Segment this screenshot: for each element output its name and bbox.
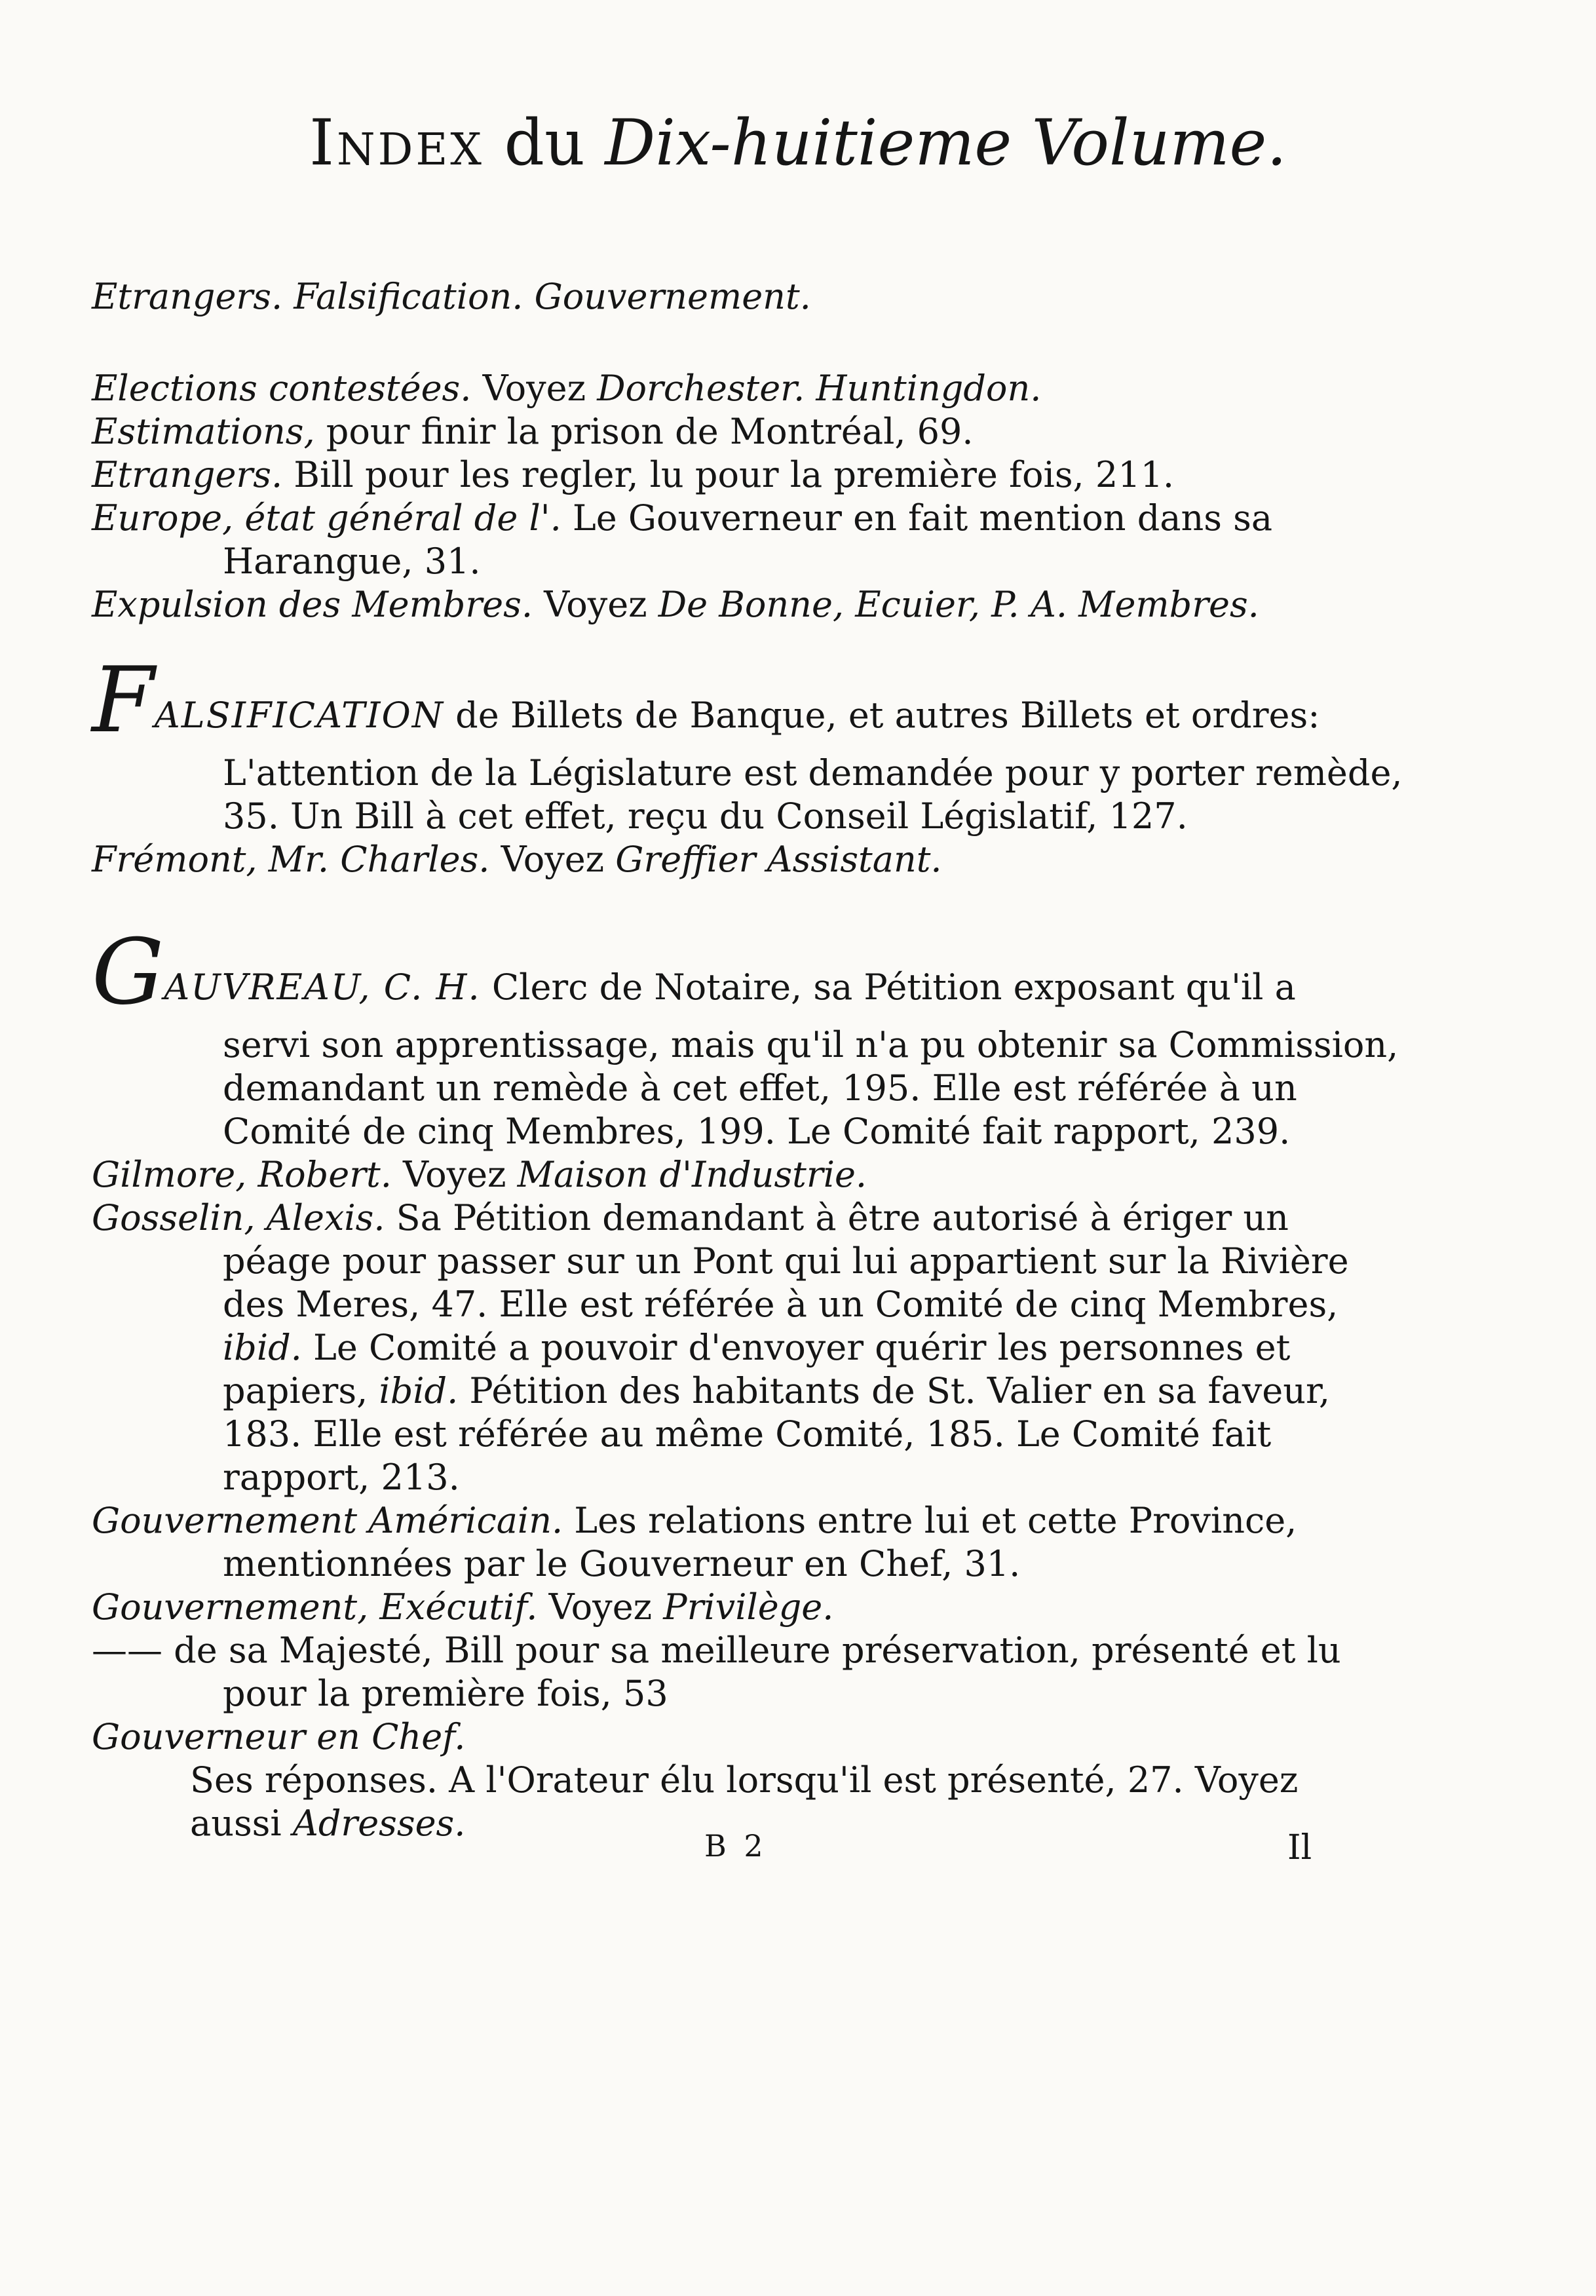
entry-gauvreau: GAUVREAU, C. H. Clerc de Notaire, sa Pétition exposant qu'il a <box>92 919 1296 1025</box>
entry-fremont: Frémont, Mr. Charles. Voyez Greffier Assistant. <box>92 839 942 880</box>
entry-majeste: —— de sa Majesté, Bill pour sa meilleure préservation, présenté et lu <box>92 1630 1341 1671</box>
running-head <box>92 275 1350 318</box>
entry-falsification: FALSIFICATION de Billets de Banque, et autres Billets et ordres: <box>92 647 1320 753</box>
page-title <box>0 106 1596 180</box>
majeste-cont: pour la première fois, 53 <box>223 1673 668 1714</box>
entry-gilmore: Gilmore, Robert. Voyez Maison d'Industrie. <box>92 1154 867 1195</box>
gouvernement-americain-cont: mentionnées par le Gouverneur en Chef, 31. <box>223 1543 1021 1584</box>
section-e <box>92 367 1350 626</box>
gosselin-line-3: ibid. Le Comité a pouvoir d'envoyer quérir les personnes et <box>223 1327 1291 1368</box>
entry-europe-cont: Harangue, 31. <box>223 541 481 582</box>
gauvreau-line-2: demandant un remède à cet effet, 195. Elle est référée à un <box>223 1067 1297 1109</box>
falsification-line-2: 35. Un Bill à cet effet, reçu du Conseil Législatif, 127. <box>223 795 1188 837</box>
section-f <box>92 647 1403 881</box>
entry-estimations: Estimations, pour finir la prison de Montréal, 69. <box>92 411 974 452</box>
gauvreau-line-3: Comité de cinq Membres, 199. Le Comité fait rapport, 239. <box>223 1111 1291 1152</box>
entry-gosselin: Gosselin, Alexis. Sa Pétition demandant à être autorisé à ériger un <box>92 1197 1289 1238</box>
gosselin-line-6: rapport, 213. <box>223 1457 460 1498</box>
entry-expulsion: Expulsion des Membres. Voyez De Bonne, Ecuier, P. A. Membres. <box>92 584 1259 625</box>
entry-gouverneur-en-chef: Gouverneur en Chef. <box>92 1716 466 1757</box>
gouverneur-aussi: aussi Adresses. <box>190 1803 466 1844</box>
gosselin-line-5: 183. Elle est référée au même Comité, 185. Le Comité fait <box>223 1413 1272 1455</box>
title-index: Index <box>309 106 484 180</box>
gosselin-line-1: péage pour passer sur un Pont qui lui appartient sur la Rivière <box>223 1240 1349 1282</box>
entry-gouvernement-americain: Gouvernement Américain. Les relations entre lui et cette Province, <box>92 1500 1297 1541</box>
falsification-line-1: L'attention de la Législature est demandée pour y porter remède, <box>223 752 1403 794</box>
gosselin-line-2: des Meres, 47. Elle est référée à un Comité de cinq Membres, <box>223 1284 1339 1325</box>
title-volume: Dix-huitieme Volume. <box>605 106 1287 180</box>
catchword: Il <box>1287 1828 1312 1867</box>
entry-gouvernement-executif: Gouvernement, Exécutif. Voyez Privilège. <box>92 1586 834 1628</box>
entry-etrangers: Etrangers. Bill pour les regler, lu pour la première fois, 211. <box>92 454 1175 495</box>
entry-elections: Elections contestées. Voyez Dorchester. Huntingdon. <box>92 368 1042 409</box>
signature-mark: B 2 <box>704 1828 767 1864</box>
gosselin-line-4: papiers, ibid. Pétition des habitants de St. Valier en sa faveur, <box>223 1370 1331 1411</box>
section-g <box>92 919 1399 1845</box>
running-head-text: Etrangers. Falsification. Gouvernement. <box>92 276 811 317</box>
title-du: du <box>504 106 585 180</box>
gouverneur-reponses: Ses réponses. A l'Orateur élu lorsqu'il est présenté, 27. Voyez <box>190 1759 1299 1801</box>
entry-europe: Europe, état général de l'. Le Gouverneur en fait mention dans sa <box>92 497 1273 539</box>
gauvreau-line-1: servi son apprentissage, mais qu'il n'a pu obtenir sa Commission, <box>223 1024 1399 1065</box>
